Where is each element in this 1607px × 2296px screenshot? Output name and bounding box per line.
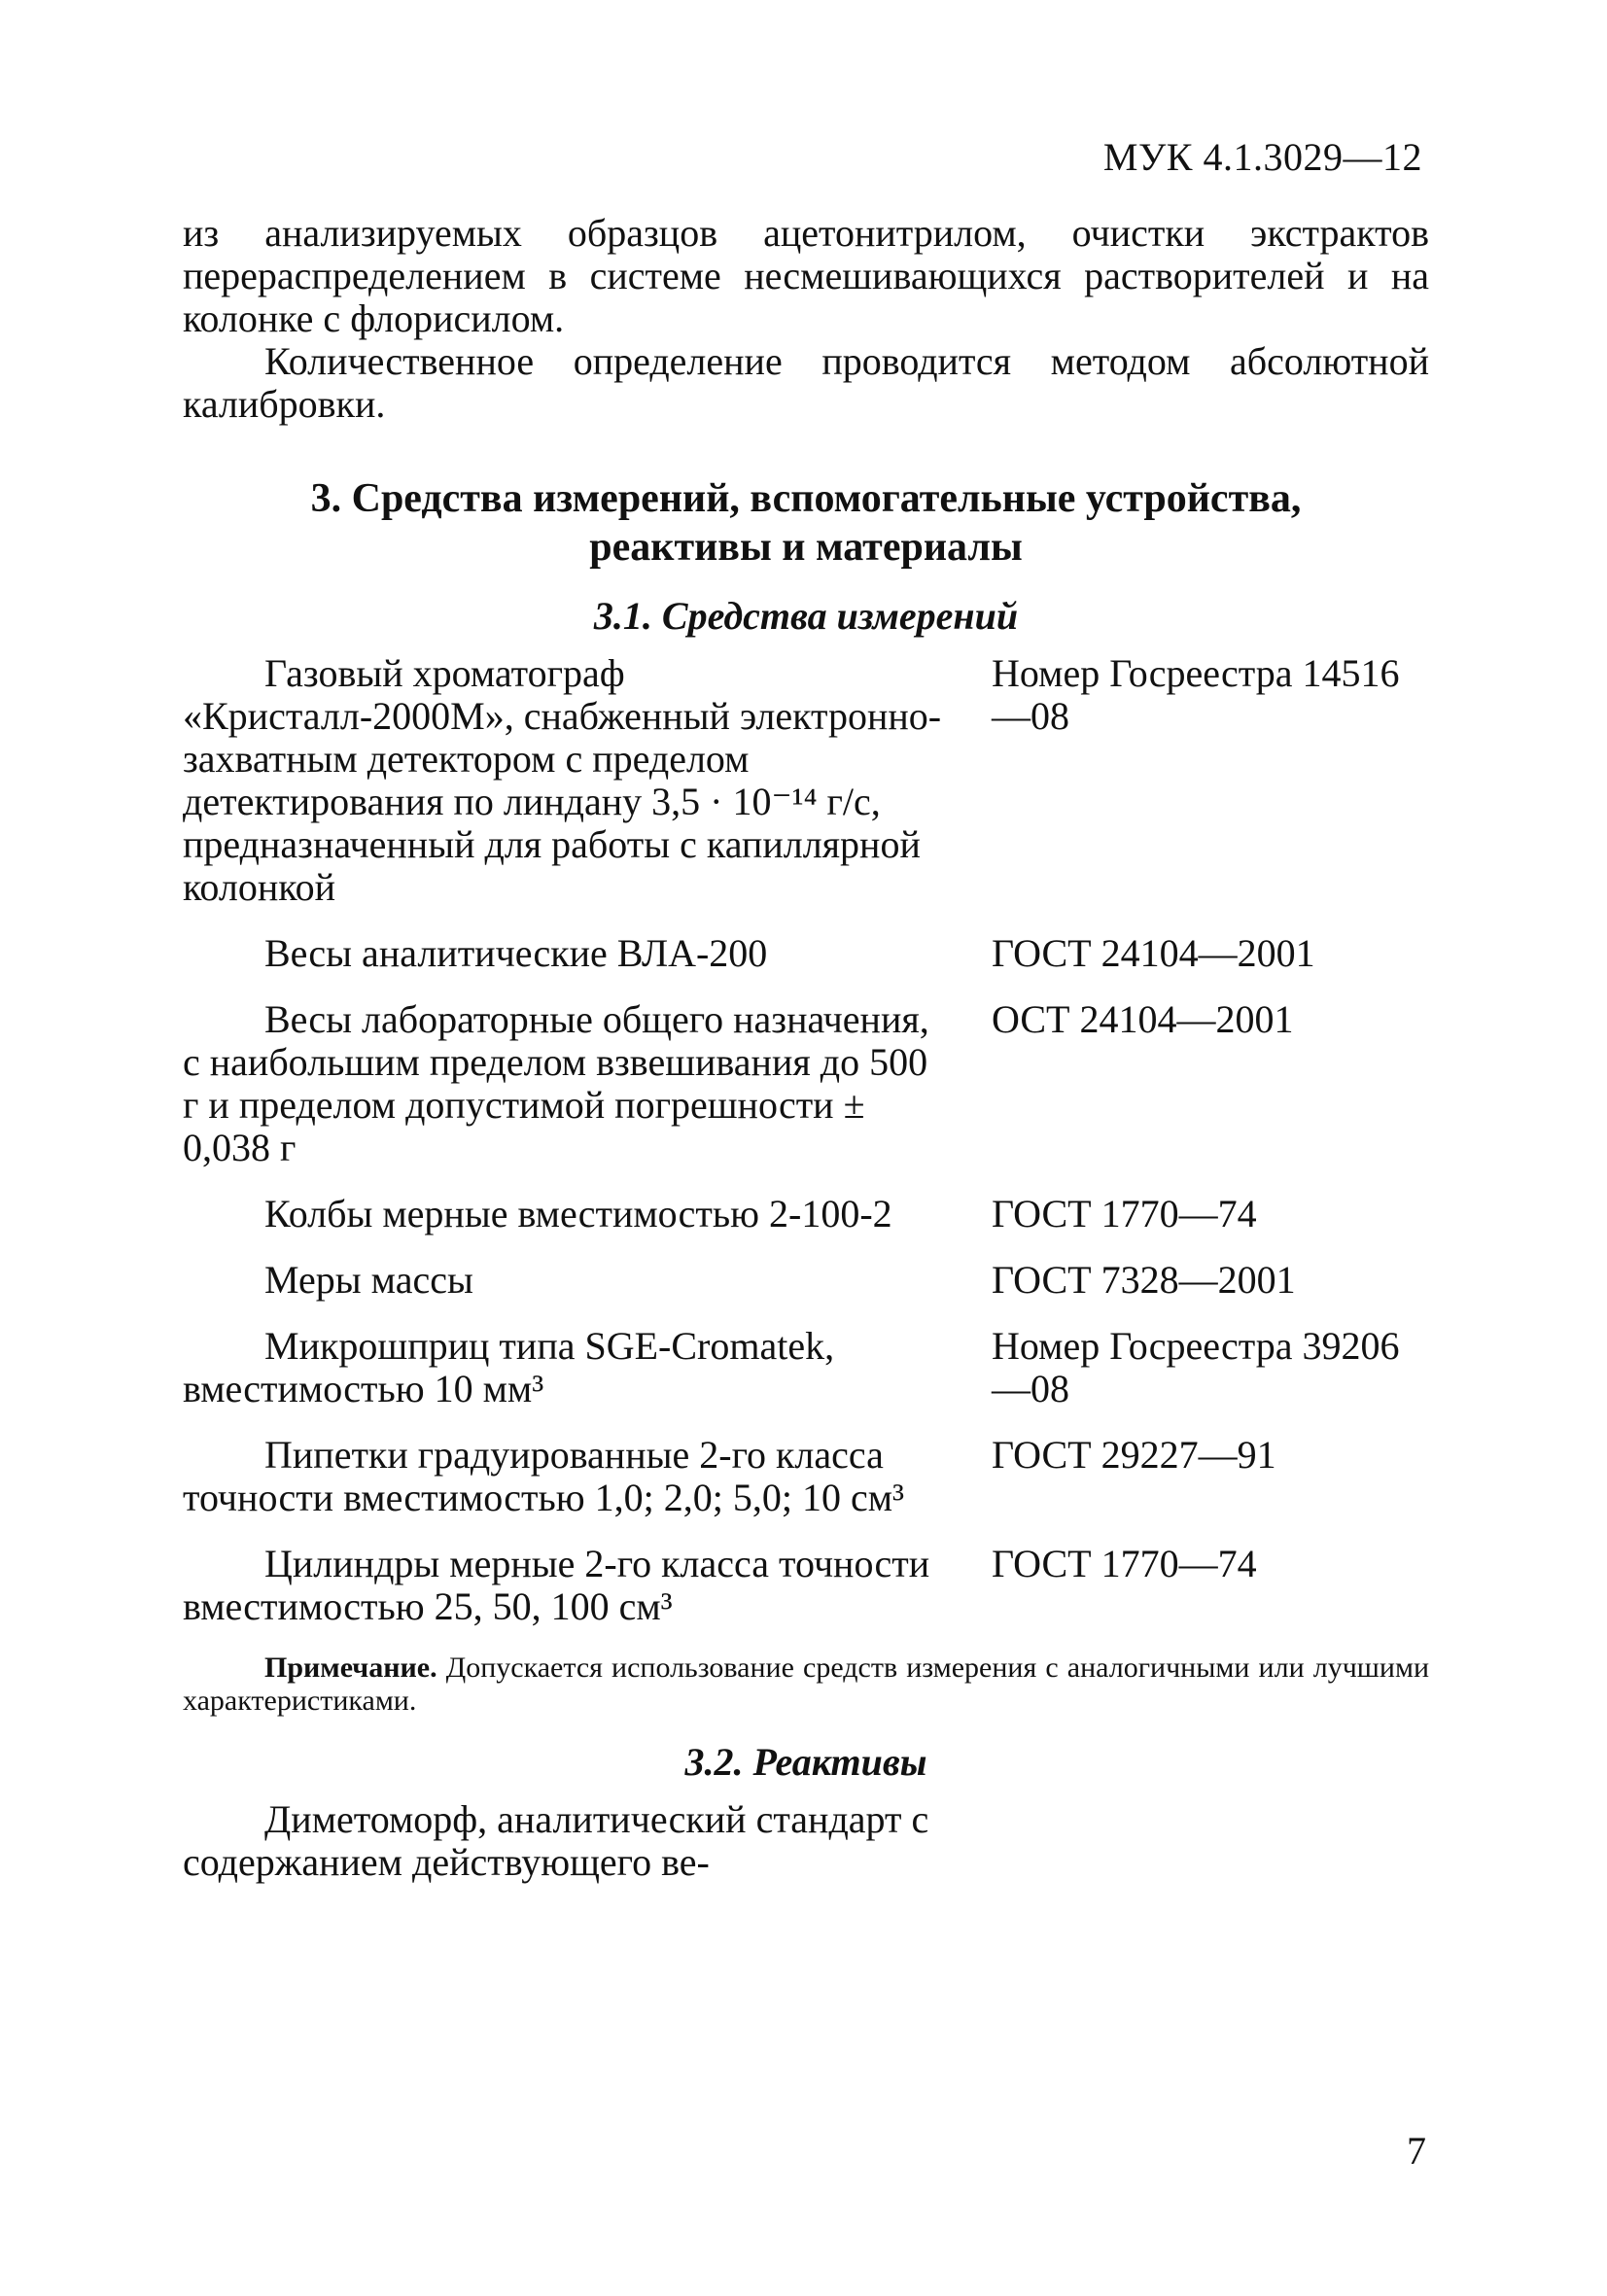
note-label: Примечание.: [264, 1652, 437, 1684]
instrument-reference: ГОСТ 1770—74: [992, 1542, 1257, 1585]
instrument-reference: ГОСТ 29227—91: [992, 1433, 1276, 1477]
instrument-name: Микрошприц типа SGE-Cromatek, вместимостью 10 мм³: [183, 1324, 835, 1410]
instrument-name: Цилиндры мерные 2-го класса точности вместимостью 25, 50, 100 см³: [183, 1542, 930, 1628]
instrument-reference: Номер Госреестра 39206—08: [992, 1324, 1400, 1410]
page-content: [183, 212, 1429, 1884]
reagent-item: Диметоморф, аналитический стандарт с содержанием действующего ве-: [183, 1797, 929, 1884]
subsection-3-2-title: 3.2. Реактивы: [684, 1740, 927, 1784]
page-number: 7: [1407, 2129, 1426, 2173]
intro-paragraph-1: из анализируемых образцов ацетонитрилом, очистки экстрактов перераспределением в системе несмешивающихся растворителей и на колонке с флорисилом.: [183, 211, 1429, 340]
instrument-reference: Номер Госреестра 14516—08: [992, 651, 1400, 738]
instrument-row: [183, 1543, 1429, 1628]
instrument-name: Весы лабораторные общего назначения, с наибольшим пределом взвешивания до 500 г и пределом допустимой погрешности ± 0,038 г: [183, 997, 929, 1169]
instrument-row: [183, 1325, 1429, 1410]
instrument-row: [183, 932, 1429, 975]
section-3-heading-line-2: реактивы и материалы: [589, 525, 1023, 570]
instrument-reference: ГОСТ 1770—74: [992, 1192, 1257, 1235]
instrument-name: Газовый хроматограф «Кристалл-2000М», снабженный электронно-захватным детектором с пределом детектирования по линдану 3,5 · 10⁻¹⁴ г/с, предназначенный для работы с капиллярной колонкой: [183, 651, 942, 909]
measurement-note: [183, 1652, 1429, 1718]
note-text: Допускается использование средств измерения с аналогичными или лучшими характеристиками.: [183, 1652, 1429, 1717]
instrument-row: [183, 1434, 1429, 1519]
instrument-reference: ГОСТ 24104—2001: [992, 931, 1315, 975]
section-3-heading: [183, 474, 1429, 572]
section-3-heading-line-1: 3. Средства измерений, вспомогательные устройства,: [310, 476, 1302, 521]
instrument-row: [183, 1193, 1429, 1235]
instruments-list: [183, 652, 1429, 1628]
instrument-row: [183, 652, 1429, 909]
instrument-row: [183, 998, 1429, 1169]
instrument-reference: ГОСТ 7328—2001: [992, 1258, 1296, 1302]
instrument-name: Весы аналитические ВЛА-200: [264, 931, 768, 975]
instrument-reference: ОСТ 24104—2001: [992, 997, 1294, 1041]
instrument-name: Колбы мерные вместимостью 2-100-2: [264, 1192, 892, 1235]
subsection-3-1-title: 3.1. Средства измерений: [593, 594, 1019, 638]
instrument-name: Меры массы: [264, 1258, 473, 1302]
instrument-name: Пипетки градуированные 2-го класса точности вместимостью 1,0; 2,0; 5,0; 10 см³: [183, 1433, 905, 1519]
intro-paragraph-2: Количественное определение проводится методом абсолютной калибровки.: [183, 339, 1429, 426]
document-code-header: МУК 4.1.3029—12: [1102, 135, 1422, 179]
instrument-row: [183, 1259, 1429, 1302]
